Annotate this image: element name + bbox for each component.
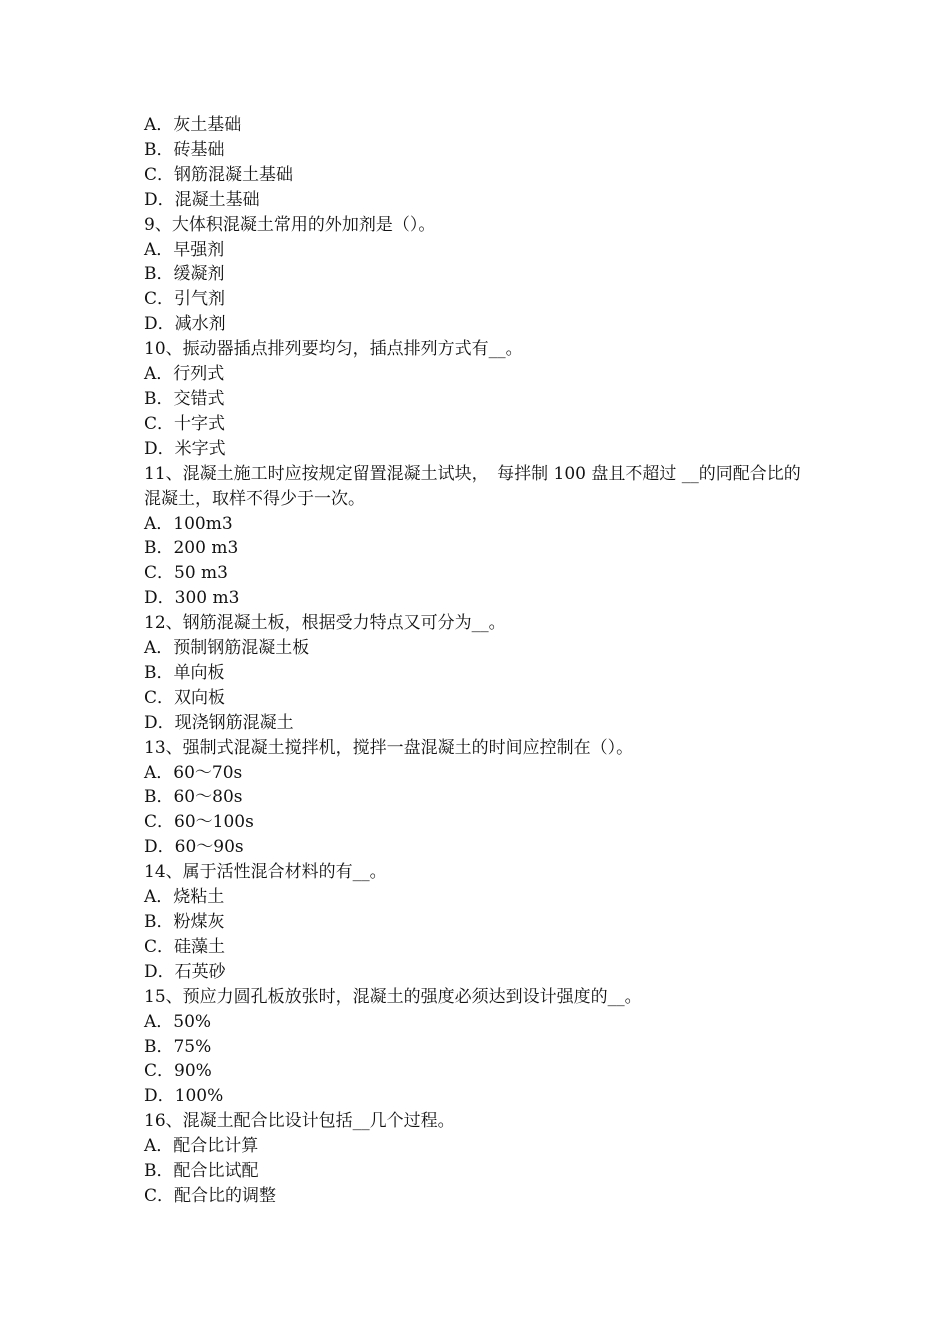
option-11b: B．200 m3 — [144, 538, 239, 559]
option-8a: A．灰土基础 — [144, 115, 242, 135]
option-10a: A．行列式 — [144, 364, 225, 385]
option-12d: D．现浇钢筋混凝土 — [144, 712, 294, 733]
option-11a: A．100m3 — [144, 513, 233, 534]
option-14b: B．粉煤灰 — [144, 912, 225, 932]
option-9d: D．减水剂 — [144, 314, 226, 335]
option-10b: B．交错式 — [144, 388, 225, 409]
option-15a: A．50% — [144, 1011, 212, 1032]
question-16: 16、混凝土配合比设计包括__几个过程。 — [144, 1111, 455, 1132]
option-13c: C．60～100s — [144, 812, 254, 833]
option-9b: B．缓凝剂 — [144, 264, 225, 285]
option-13d: D．60～90s — [144, 837, 244, 858]
option-13b: B．60～80s — [144, 787, 243, 808]
document-body — [144, 113, 814, 1209]
option-13a: A．60～70s — [144, 762, 243, 783]
option-9a: A．早强剂 — [144, 239, 225, 260]
option-14c: C．硅藻土 — [144, 936, 226, 957]
option-15d: D．100% — [144, 1086, 224, 1107]
option-16a: A．配合比计算 — [144, 1136, 259, 1157]
option-10d: D．米字式 — [144, 438, 226, 459]
option-8b: B．砖基础 — [144, 139, 225, 160]
option-16b: B．配合比试配 — [144, 1161, 259, 1182]
option-9c: C．引气剂 — [144, 289, 226, 310]
question-14: 14、属于活性混合材料的有__。 — [144, 862, 387, 883]
option-15b: B．75% — [144, 1036, 212, 1057]
question-12: 12、钢筋混凝土板，根据受力特点又可分为__。 — [144, 613, 506, 634]
option-12a: A．预制钢筋混凝土板 — [144, 638, 310, 659]
option-8d: D．混凝土基础 — [144, 189, 260, 210]
question-9: 9、大体积混凝土常用的外加剂是（）。 — [144, 214, 436, 235]
option-12c: C．双向板 — [144, 687, 226, 708]
option-10c: C．十字式 — [144, 413, 226, 434]
option-16c: C．配合比的调整 — [144, 1185, 277, 1206]
question-11: 11、混凝土施工时应按规定留置混凝土试块， 每拌制 100 盘且不超过 __的同配合比的混凝土，取样不得少于一次。 — [144, 463, 801, 509]
question-15: 15、预应力圆孔板放张时，混凝土的强度必须达到设计强度的__。 — [144, 986, 642, 1007]
option-15c: C．90% — [144, 1061, 212, 1082]
question-10: 10、振动器插点排列要均匀，插点排列方式有__。 — [144, 339, 523, 360]
option-14a: A．烧粘土 — [144, 887, 225, 908]
option-8c: C．钢筋混凝土基础 — [144, 164, 294, 185]
option-12b: B．单向板 — [144, 662, 225, 683]
option-11d: D．300 m3 — [144, 588, 240, 609]
option-11c: C．50 m3 — [144, 563, 228, 584]
option-14d: D．石英砂 — [144, 961, 226, 982]
question-13: 13、强制式混凝土搅拌机，搅拌一盘混凝土的时间应控制在（）。 — [144, 737, 634, 758]
